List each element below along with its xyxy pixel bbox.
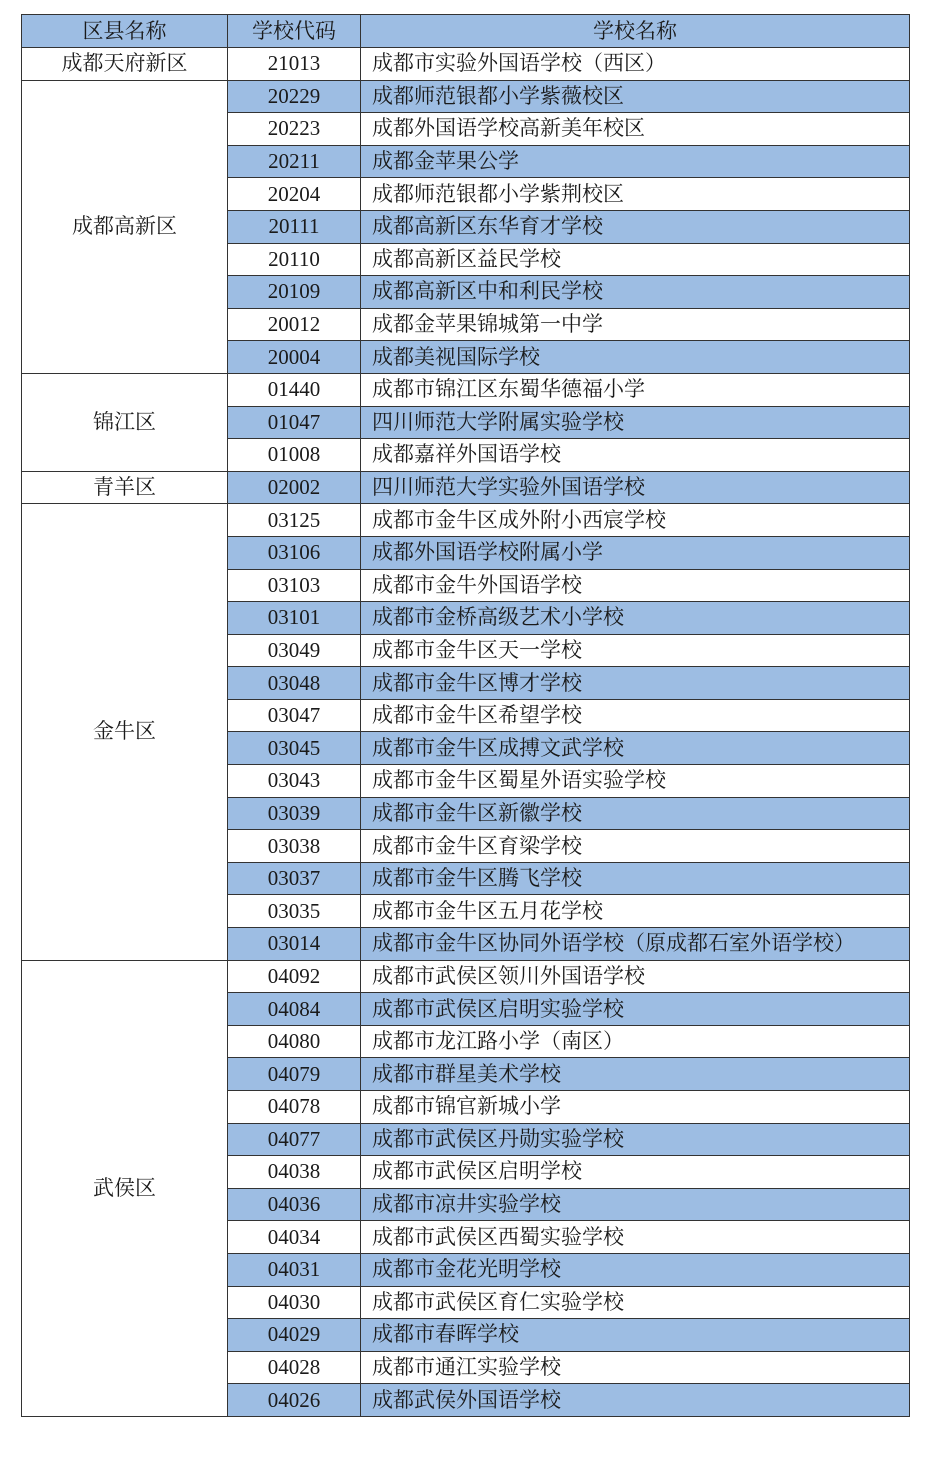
school-name-cell: 成都市金牛区希望学校 xyxy=(361,699,910,732)
school-name-cell: 成都市武侯区西蜀实验学校 xyxy=(361,1221,910,1254)
school-code-cell: 20109 xyxy=(228,276,361,309)
school-name-cell: 成都嘉祥外国语学校 xyxy=(361,439,910,472)
school-code-cell: 03048 xyxy=(228,667,361,700)
school-name-cell: 四川师范大学附属实验学校 xyxy=(361,406,910,439)
school-code-cell: 03103 xyxy=(228,569,361,602)
school-code-cell: 04079 xyxy=(228,1058,361,1091)
school-code-cell: 04038 xyxy=(228,1156,361,1189)
table-row xyxy=(22,504,910,537)
school-code-cell: 20229 xyxy=(228,80,361,113)
school-name-cell: 成都市凉井实验学校 xyxy=(361,1188,910,1221)
school-code-cell: 03125 xyxy=(228,504,361,537)
district-cell: 成都天府新区 xyxy=(22,48,228,81)
school-code-cell: 04026 xyxy=(228,1384,361,1417)
school-name-cell: 成都市金牛区新徽学校 xyxy=(361,797,910,830)
school-name-cell: 成都市金牛区天一学校 xyxy=(361,634,910,667)
school-name-cell: 成都市武侯区启明学校 xyxy=(361,1156,910,1189)
school-code-cell: 03038 xyxy=(228,830,361,863)
school-code-cell: 20004 xyxy=(228,341,361,374)
school-name-cell: 成都市金桥高级艺术小学校 xyxy=(361,602,910,635)
school-name-cell: 成都市武侯区丹勋实验学校 xyxy=(361,1123,910,1156)
school-name-cell: 成都市武侯区育仁实验学校 xyxy=(361,1286,910,1319)
school-name-cell: 成都高新区中和利民学校 xyxy=(361,276,910,309)
district-cell: 金牛区 xyxy=(22,504,228,960)
school-code-cell: 04036 xyxy=(228,1188,361,1221)
header-school-code: 学校代码 xyxy=(228,15,361,48)
school-name-cell: 成都市金牛区蜀星外语实验学校 xyxy=(361,765,910,798)
school-code-cell: 03035 xyxy=(228,895,361,928)
school-name-cell: 成都市武侯区启明实验学校 xyxy=(361,993,910,1026)
school-code-cell: 04080 xyxy=(228,1025,361,1058)
school-name-cell: 成都市金牛区成搏文武学校 xyxy=(361,732,910,765)
school-name-cell: 成都高新区东华育才学校 xyxy=(361,210,910,243)
school-table xyxy=(21,14,910,1417)
school-name-cell: 成都师范银都小学紫荆校区 xyxy=(361,178,910,211)
table-body xyxy=(22,48,910,1417)
school-name-cell: 成都市金牛区育梁学校 xyxy=(361,830,910,863)
school-code-cell: 03043 xyxy=(228,765,361,798)
school-code-cell: 20012 xyxy=(228,308,361,341)
school-name-cell: 成都外国语学校附属小学 xyxy=(361,536,910,569)
school-name-cell: 成都市实验外国语学校（西区） xyxy=(361,48,910,81)
header-district: 区县名称 xyxy=(22,15,228,48)
school-name-cell: 成都市通江实验学校 xyxy=(361,1351,910,1384)
school-code-cell: 04030 xyxy=(228,1286,361,1319)
school-code-cell: 20111 xyxy=(228,210,361,243)
school-name-cell: 成都市锦官新城小学 xyxy=(361,1091,910,1124)
table-row xyxy=(22,48,910,81)
school-name-cell: 成都市金花光明学校 xyxy=(361,1253,910,1286)
school-name-cell: 成都市金牛区腾飞学校 xyxy=(361,862,910,895)
school-code-cell: 03014 xyxy=(228,928,361,961)
school-name-cell: 成都高新区益民学校 xyxy=(361,243,910,276)
table-row xyxy=(22,471,910,504)
school-name-cell: 成都美视国际学校 xyxy=(361,341,910,374)
school-name-cell: 成都金苹果公学 xyxy=(361,145,910,178)
school-code-cell: 01047 xyxy=(228,406,361,439)
school-code-cell: 01440 xyxy=(228,373,361,406)
district-cell: 青羊区 xyxy=(22,471,228,504)
school-code-cell: 04084 xyxy=(228,993,361,1026)
school-name-cell: 成都市武侯区领川外国语学校 xyxy=(361,960,910,993)
school-name-cell: 成都市金牛区协同外语学校（原成都石室外语学校） xyxy=(361,928,910,961)
school-name-cell: 成都武侯外国语学校 xyxy=(361,1384,910,1417)
school-code-cell: 03047 xyxy=(228,699,361,732)
table-row xyxy=(22,373,910,406)
school-code-cell: 21013 xyxy=(228,48,361,81)
school-code-cell: 03045 xyxy=(228,732,361,765)
school-name-cell: 成都外国语学校高新美年校区 xyxy=(361,113,910,146)
school-code-cell: 20211 xyxy=(228,145,361,178)
school-code-cell: 04077 xyxy=(228,1123,361,1156)
school-name-cell: 成都师范银都小学紫薇校区 xyxy=(361,80,910,113)
school-name-cell: 四川师范大学实验外国语学校 xyxy=(361,471,910,504)
school-name-cell: 成都金苹果锦城第一中学 xyxy=(361,308,910,341)
school-name-cell: 成都市锦江区东蜀华德福小学 xyxy=(361,373,910,406)
school-name-cell: 成都市龙江路小学（南区） xyxy=(361,1025,910,1058)
school-code-cell: 04028 xyxy=(228,1351,361,1384)
school-code-cell: 20204 xyxy=(228,178,361,211)
school-name-cell: 成都市金牛区五月花学校 xyxy=(361,895,910,928)
school-code-cell: 03037 xyxy=(228,862,361,895)
school-code-cell: 04031 xyxy=(228,1253,361,1286)
school-code-cell: 01008 xyxy=(228,439,361,472)
school-code-cell: 03106 xyxy=(228,536,361,569)
school-code-cell: 03049 xyxy=(228,634,361,667)
district-cell: 锦江区 xyxy=(22,373,228,471)
school-table-container xyxy=(21,14,909,1417)
school-name-cell: 成都市金牛外国语学校 xyxy=(361,569,910,602)
school-code-cell: 04092 xyxy=(228,960,361,993)
school-code-cell: 20110 xyxy=(228,243,361,276)
school-name-cell: 成都市金牛区成外附小西宸学校 xyxy=(361,504,910,537)
school-code-cell: 04029 xyxy=(228,1319,361,1352)
school-name-cell: 成都市金牛区博才学校 xyxy=(361,667,910,700)
school-code-cell: 04078 xyxy=(228,1091,361,1124)
school-code-cell: 20223 xyxy=(228,113,361,146)
school-name-cell: 成都市春晖学校 xyxy=(361,1319,910,1352)
district-cell: 武侯区 xyxy=(22,960,228,1416)
table-row xyxy=(22,80,910,113)
school-code-cell: 02002 xyxy=(228,471,361,504)
table-row xyxy=(22,960,910,993)
table-header-row xyxy=(22,15,910,48)
school-name-cell: 成都市群星美术学校 xyxy=(361,1058,910,1091)
school-code-cell: 03101 xyxy=(228,602,361,635)
header-school-name: 学校名称 xyxy=(361,15,910,48)
school-code-cell: 03039 xyxy=(228,797,361,830)
district-cell: 成都高新区 xyxy=(22,80,228,373)
school-code-cell: 04034 xyxy=(228,1221,361,1254)
